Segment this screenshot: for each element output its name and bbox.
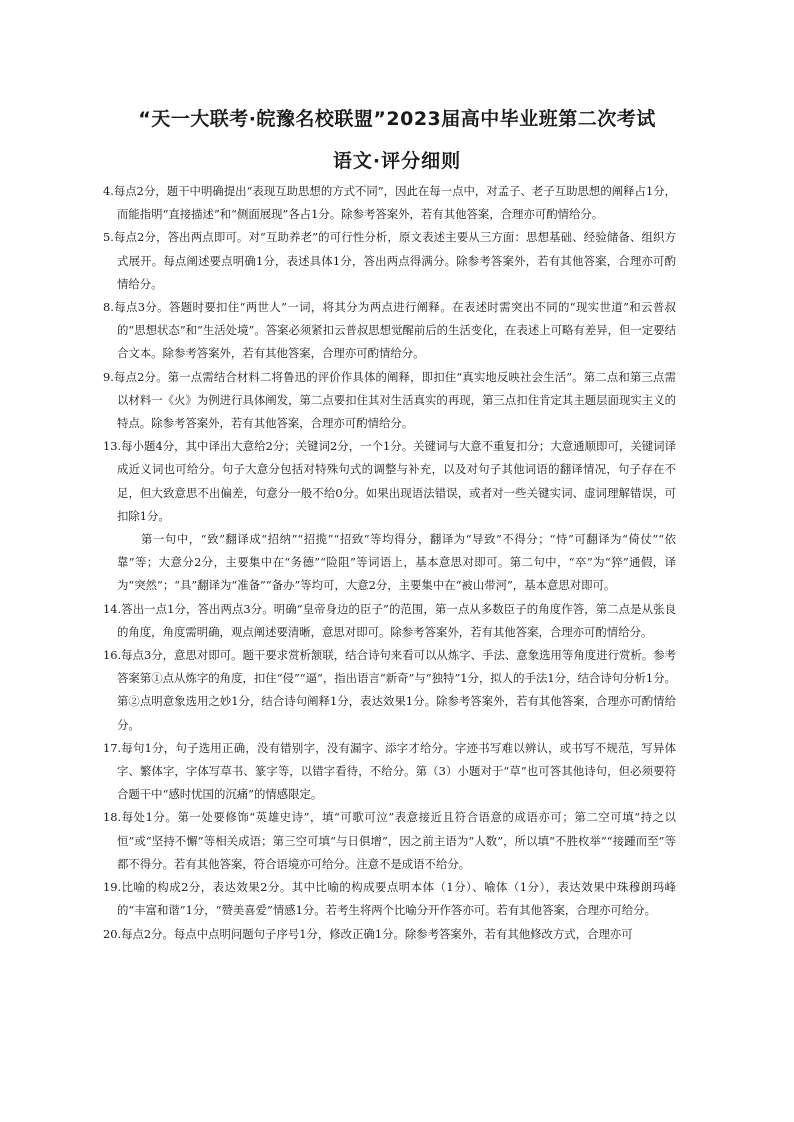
document-title: “天一大联考·皖豫名校联盟”2023届高中毕业班第二次考试: [138, 108, 656, 130]
scoring-item: [103, 598, 676, 644]
scoring-item: [103, 806, 676, 876]
scoring-item: [103, 296, 676, 366]
scoring-item-text: 18.每处1分。第一处要修饰“英雄史诗”，填“可歌可泣”表意接近且符合语意的成语亦可；第二空可填“持之以恒”或“坚持不懈”等相关成语；第三空可填“与日俱增”，因之前主语为“人数”，所以填“不胜枚举”“接踵而至”等都不得分。若有其他答案，符合语境亦可给分。注意不是成语不给分。: [103, 810, 676, 871]
scoring-item-text: 8.每点3分。答题时要扣住“两世人”一词，将其分为两点进行阐释。在表述时需突出不同的“现实世道”和云普叔的“思想状态”和“生活处境”。答案必须紧扣云普叔思想觉醒前后的生活变化，在表述上可略有差异，但一定要结合文本。除参考答案外，若有其他答案，合理亦可酌情给分。: [103, 300, 676, 361]
scoring-item: [103, 435, 676, 597]
scoring-item-text: 20.每点2分。每点中点明问题句子序号1分，修改正确1分。除参考答案外，若有其他修改方式，合理亦可: [103, 926, 633, 941]
scoring-item: [103, 923, 676, 946]
scoring-item-text: 16.每点3分，意思对即可。题干要求赏析颔联，结合诗句来看可以从炼字、手法、意象选用等角度进行赏析。参考答案第①点从炼字的角度，扣住“侵”“逼”，指出语言“新奇”与“独特”1分，拟人的手法1分，结合诗句分析1分。第②点明意象选用之妙1分，结合诗句阐释1分，表达效果1分。除参考答案外，若有其他答案，合理亦可酌情给分。: [103, 648, 676, 732]
scoring-item-text: 13.每小题4分，其中译出大意给2分；关键词2分，一个1分。关键词与大意不重复扣分；大意通顺即可，关键词译成近义词也可给分。句子大意分包括对特殊句式的调整与补充，以及对句子其他词语的翻译情况，句子存在不足，但大致意思不出偏差，句意分一般不给0分。如果出现语法错误，或者对一些关键实词、虚词理解错误，可扣除1分。: [103, 439, 676, 523]
scoring-item: [103, 226, 676, 296]
scoring-item: [103, 180, 676, 226]
scoring-item: [103, 876, 676, 922]
scoring-item-text: 5.每点2分，答出两点即可。对“互助养老”的可行性分析，原文表述主要从三方面：思想基础、经验储备、组织方式展开。每点阐述要点明确1分，表述具体1分，答出两点得满分。除参考答案外，若有其他答案，合理亦可酌情给分。: [103, 230, 676, 291]
scoring-rules-list: [103, 180, 676, 946]
scoring-item-text: 17.每句1分，句子选用正确，没有错别字，没有漏字、添字才给分。字迹书写难以辨认，或书写不规范，写异体字、繁体字，字体写草书、篆字等，以错字看待，不给分。第（3）小题对于“草”也可答其他诗句，但必须要符合题干中“感时忧国的沉痛”的情感限定。: [103, 740, 676, 802]
document-subtitle: 语文·评分细则: [332, 150, 462, 172]
scoring-item-text: 9.每点2分。第一点需结合材料二将鲁迅的评价作具体的阐释，即扣住“真实地反映社会生活”。第二点和第三点需以材料一《火》为例进行具体阐发，第二点要扣住其对生活真实的再现，第三点扣住肯定其主题层面现实主义的特点。除参考答案外，若有其他答案，合理亦可酌情给分。: [103, 369, 676, 431]
scoring-item-text: 19.比喻的构成2分，表达效果2分。其中比喻的构成要点明本体（1分）、喻体（1分），表达效果中珠穆朗玛峰的“丰富和谐”1分，“赞美喜爱”情感1分。若考生将两个比喻分开作答亦可。若有其他答案，合理亦可给分。: [103, 880, 676, 918]
scoring-item-subparagraph: 第一句中，“致”翻译成“招纳”“招揽”“招致”等均得分，翻译为“导致”不得分；“恃”可翻译为“倚仗”“依靠”等；大意分2分，主要集中在“务德”“险阻”等词语上，基本意思对即可。第二句中，“卒”为“猝”通假，译为“突然”；“具”翻译为“准备”“备办”等均可，大意2分，主要集中在“被山带河”，基本意思对即可。: [117, 532, 676, 593]
scoring-item-text: 4.每点2分，题干中明确提出“表现互助思想的方式不同”，因此在每一点中，对孟子、老子互助思想的阐释占1分，而能指明“直接描述”和“侧面展现”各占1分。除参考答案外，若有其他答案，合理亦可酌情给分。: [103, 184, 676, 222]
scoring-item: [103, 366, 676, 436]
scoring-item-text: 14.答出一点1分，答出两点3分。明确“皇帝身边的臣子”的范围，第一点从多数臣子的角度作答，第二点是从张良的角度，角度需明确，观点阐述要清晰，意思对即可。除参考答案外，若有其他答案，合理亦可酌情给分。: [103, 601, 676, 639]
scoring-item: [103, 644, 676, 737]
scoring-item: [103, 737, 676, 807]
